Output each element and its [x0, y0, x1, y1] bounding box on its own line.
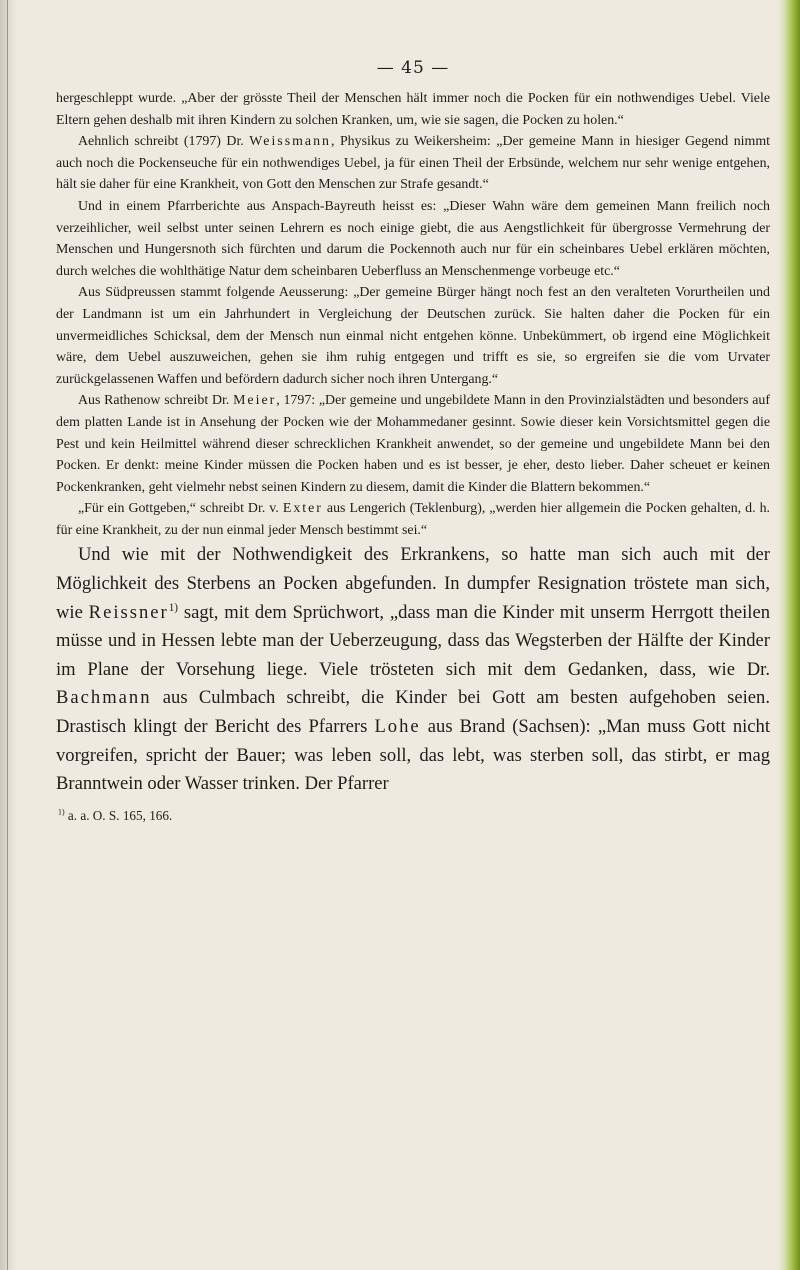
paragraph-1: hergeschleppt wurde. „Aber der grösste Theil der Menschen hält immer noch die Pocken für ein nothwendiges Uebel. Viele Eltern gehen deshalb mit ihren Kindern zu solchen Kranken, um, wie sie sagen, die Pocken zu holen.“: [56, 91, 770, 128]
paragraph-2: Aehnlich schreibt (1797) Dr. Weissmann, Physikus zu Weikersheim: „Der gemeine Mann in hiesiger Gegend nimmt auch noch die Pockenseuche für ein nothwendiges Uebel, ja für einen Theil der Erbsünde, welchem nur sehr wenige entgehen, hält sie daher für eine Krankheit, von Gott den Menschen zur Strafe gesandt.“: [56, 134, 770, 193]
author-name: Bachmann: [56, 687, 152, 709]
book-page: [56, 58, 770, 825]
body-text-large: [56, 541, 770, 798]
author-name: Reissner: [88, 601, 169, 623]
author-name: Weissmann: [249, 134, 331, 150]
footnote-text: a. a. O. S. 165, 166.: [64, 807, 173, 823]
paragraph-4: Aus Südpreussen stammt folgende Aeusserung: „Der gemeine Bürger hängt noch fest an den veralteten Vorurtheilen und der Landmann ist um ein Jahrhundert in Vergleichung der Deutschen zurück. Sie halten daher die Pocken für ein unvermeidliches Schicksal, dem der Mensch nun einmal nicht entgehen könne. Unbekümmert, ob irgend eine Möglichkeit wäre, dem Uebel auszuweichen, gehen sie ihm ruhig entgegen und trifft es sie, so ergreifen sie die vom Urvater zurückgelassenen Waffen und befördern dadurch sicher noch ihren Untergang.“: [56, 285, 770, 387]
footnote-marker: 1): [58, 807, 65, 817]
author-name: Lohe: [374, 716, 421, 738]
paragraph-3: Und in einem Pfarrberichte aus Anspach-Bayreuth heisst es: „Dieser Wahn wäre dem gemeinen Mann freilich noch verzeihlicher, weil selbst unter seinen Lehrern es noch einige giebt, die aus Aengstlichkeit für übergrosse Vermehrung der Menschen und Hungersnoth sich fürchten und darum die Pockennoth auch nur für ein scheinbares Uebel erklären möchten, durch welches die wohlthätige Natur dem scheinbaren Ueberfluss an Menschenmenge vorbeuge etc.“: [56, 198, 770, 279]
paragraph-6: „Für ein Gottgeben,“ schreibt Dr. v. Exter aus Lengerich (Teklenburg), „werden hier allgemein die Pocken gehalten, d. h. für eine Krankheit, zu der nun einmal jeder Mensch bestimmt sei.“: [56, 501, 770, 538]
page-number: — 45 —: [376, 58, 450, 78]
author-name: Meier: [233, 393, 277, 409]
author-name: Exter: [282, 501, 323, 517]
paragraph-7: Und wie mit der Nothwendigkeit des Erkrankens, so hatte man sich auch mit der Möglichkeit des Sterbens an Pocken abgefunden. In dumpfer Resignation tröstete man sich, wie Reissner$^{1)}$ sagt, mit dem Sprüchwort, „dass man die Kinder mit unserm Herrgott theilen müsse und in Hessen lebte man der Ueberzeugung, dass das Wegsterben der Hälfte der Kinder im Plane der Vorsehung liege. Viele trösteten sich mit dem Gedanken, dass, wie Dr. Bachmann aus Culmbach schreibt, die Kinder bei Gott am besten aufgehoben seien. Drastisch klingt der Bericht des Pfarrers Lohe aus Brand (Sachsen): „Man muss Gott nicht vorgreifen, spricht der Bauer; was leben soll, das lebt, was sterben soll, das stirbt, er mag Branntwein oder Wasser trinken. Der Pfarrer: [56, 544, 771, 795]
footnote: [56, 807, 770, 825]
body-text-small: [56, 88, 770, 541]
page-binding-edge: [0, 0, 16, 1270]
footnote-reference: 1): [168, 601, 179, 614]
scan-color-edge: [778, 0, 800, 1270]
paragraph-5: Aus Rathenow schreibt Dr. Meier, 1797: „Der gemeine und ungebildete Mann in den Provinzialstädten und besonders auf dem platten Lande ist in Ansehung der Pocken wie der Mohammedaner gesinnt. Sowie dieser kein Vorsichtsmittel gegen die Pest und kein Heilmittel während dieser schrecklichen Krankheit anwendet, so der gemeine und ungebildete Mann bei den Pocken. Er denkt: meine Kinder müssen die Pocken haben und es ist besser, je eher, desto lieber. Daher scheuet er keinen Pockenkranken, geht vielmehr nebst seinen Kindern zu diesem, damit die Kinder die Blattern bekommen.“: [56, 393, 770, 495]
